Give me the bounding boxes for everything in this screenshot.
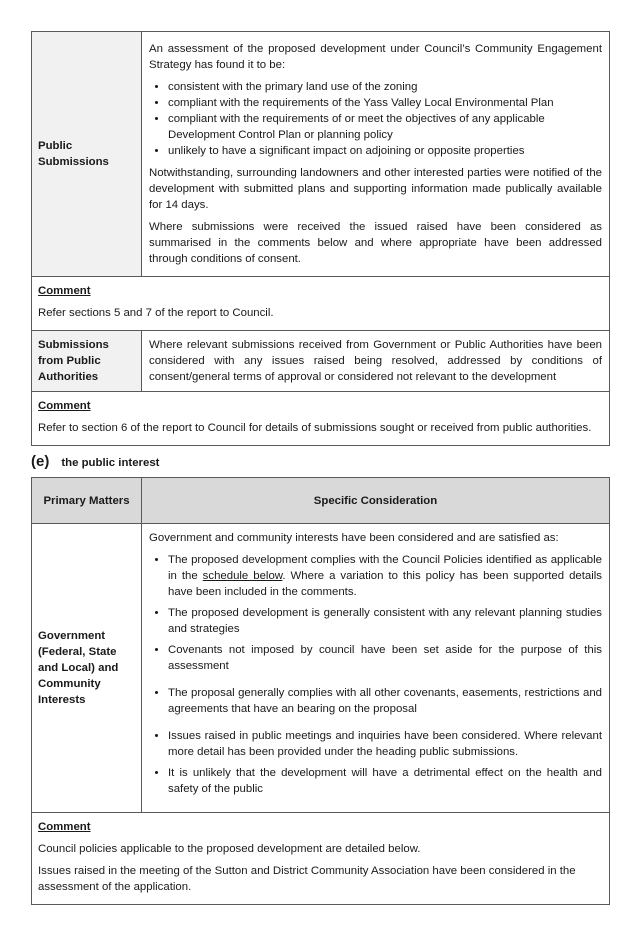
section-letter: (e)	[31, 453, 50, 470]
authorities-label: Submissions from Public Authorities	[32, 331, 142, 392]
comment-heading: Comment	[38, 400, 91, 412]
public-submissions-label: Public Submissions	[32, 32, 142, 277]
comment-heading: Comment	[38, 285, 91, 297]
comment-heading: Comment	[38, 821, 91, 833]
list-item: • consistent with the primary land use of the zoning	[168, 79, 602, 95]
section-heading	[31, 453, 159, 470]
comment-text: Refer to section 6 of the report to Council for details of submissions sought or received from public authorities.	[38, 422, 592, 434]
section-title: the public interest	[61, 457, 160, 469]
list-item: • compliant with the requirements of or meet the objectives of any applicable Development Control Plan or planning policy	[168, 111, 602, 143]
comment-block	[32, 277, 610, 331]
intro-text: An assessment of the proposed development under Council’s Community Engagement Strategy has found it to be:	[149, 42, 602, 71]
header-specific-consideration: Specific Consideration	[142, 478, 610, 524]
list-item: • compliant with the requirements of the Yass Valley Local Environmental Plan	[168, 95, 602, 111]
public-interest-table	[31, 477, 610, 905]
submissions-text: Where submissions were received the issued raised have been considered as summarised in the comments below and where appropriate have been addressed through conditions of consent.	[149, 220, 602, 265]
consideration-list	[149, 552, 602, 797]
comment-text: Issues raised in the meeting of the Sutton and District Community Association have been considered in the assessment of the application.	[38, 865, 576, 893]
notification-text: Notwithstanding, surrounding landowners and other interested parties were notified of the development with submitted plans and supporting information made publically available for 14 days.	[149, 166, 602, 211]
public-submissions-content	[142, 32, 610, 277]
list-item-text: . Where a variation to this policy has been supported details have been included in the comments.	[168, 570, 602, 598]
comment-text: Refer sections 5 and 7 of the report to Council.	[38, 307, 274, 319]
list-item: • Issues raised in public meetings and inquiries have been considered. Where relevant more detail has been provided under the heading public submissions.	[168, 728, 602, 760]
public-submissions-table	[31, 31, 610, 446]
list-item: • unlikely to have a significant impact on adjoining or opposite properties	[168, 143, 602, 159]
comment-text: Council policies applicable to the proposed development are detailed below.	[38, 843, 421, 855]
list-item: • It is unlikely that the development will have a detrimental effect on the health and safety of the public	[168, 765, 602, 797]
comment-block	[32, 392, 610, 446]
intro-text: Government and community interests have been considered and are satisfied as:	[149, 532, 559, 544]
header-primary-matters: Primary Matters	[32, 478, 142, 524]
authorities-text: Where relevant submissions received from Government or Public Authorities have been considered with any issues raised being resolved, addressed by conditions of consent/general terms of approval or considered not relevant to the development	[149, 339, 602, 383]
comment-block	[32, 813, 610, 905]
list-item: • The proposed development is generally consistent with any relevant planning studies and strategies	[168, 605, 602, 637]
list-item	[168, 552, 602, 600]
list-item-text: The proposed development complies with the Council Policies identified as applicable in the	[168, 554, 602, 582]
list-item: • The proposal generally complies with all other covenants, easements, restrictions and agreements that have an bearing on the proposal	[168, 685, 602, 717]
schedule-link[interactable]: schedule below	[202, 570, 283, 582]
government-interests-label: Government (Federal, State and Local) and Community Interests	[32, 524, 142, 813]
list-item: • Covenants not imposed by council have been set aside for the purpose of this assessment	[168, 642, 602, 674]
assessment-list	[149, 79, 602, 159]
authorities-content	[142, 331, 610, 392]
government-interests-content	[142, 524, 610, 813]
